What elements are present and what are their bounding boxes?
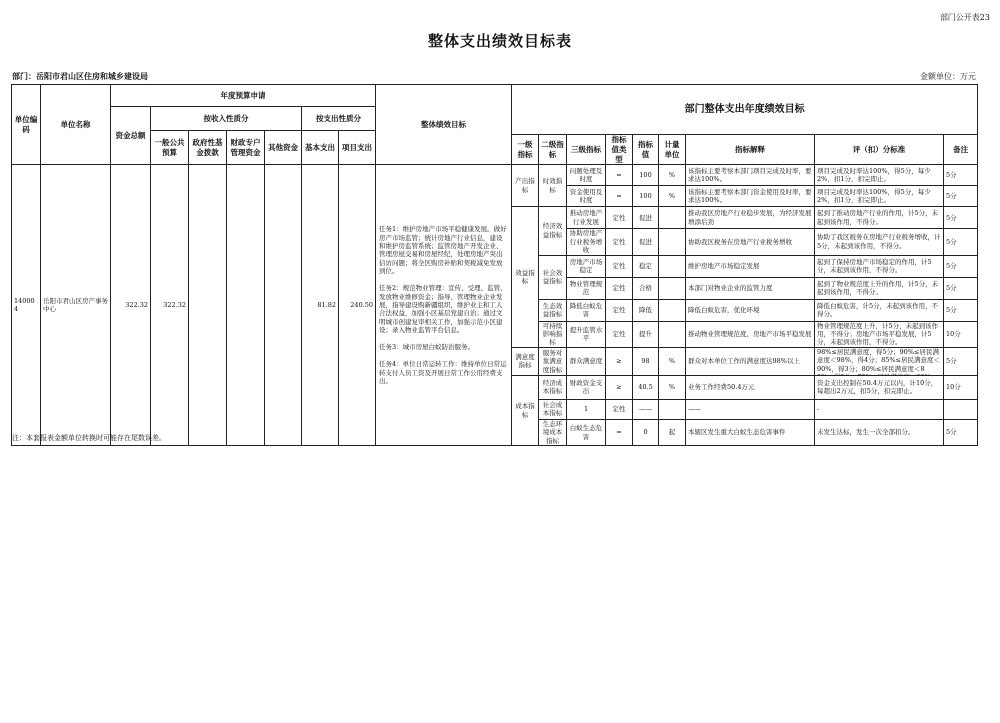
header-dept-goal: 部门整体支出年度绩效目标 (512, 85, 978, 135)
overall-goal-text: 任务1：维护房地产市场平稳健康发展。做好房产市场监管；统计房地产行业信息，建设和维护房监管系统；监管房地产开发企业、管理房屋交易和房屋经纪，处理房地产突出信访问题；将全区购房补贴和契税减免发放到位。 任务2：规范物业管理：宣传、受理、监管、发放物业维修资金；指导、管理物业企业发展，指导建设购新疆组织，维护业主和工人合法权益，加强小区基层党建自治；通过文明城市创建复审相关工作，加强示范小区建设；录入物业监管平台信息。 任务3：城市房屋白蚁防治服务。 任务4：单位日常运转工作：维持单位日常运转支付人员工资及开展日常工作公用经费支出。 (379, 225, 507, 385)
indicator-explain: 维护房地产市场稳定发展 (686, 255, 815, 277)
indicator-remark: 10分 (944, 321, 978, 347)
indicator-explain: —— (686, 399, 815, 419)
indicator-remark: 5分 (944, 299, 978, 321)
indicator-unit (659, 277, 686, 299)
indicator-type: 定性 (606, 399, 633, 419)
indicator-l2: 经济成本指标 (539, 375, 567, 399)
indicator-scoring: 资金支出控制在50.4万元以内，计10分，每超出2万元，扣5分，扣完即止。 (815, 375, 944, 399)
indicator-remark: 5分 (944, 186, 978, 207)
header-unit-name: 单位名称 (41, 85, 111, 165)
indicator-l2: 社会效益指标 (539, 255, 567, 299)
indicator-type: 定性 (606, 207, 633, 229)
header-remark: 备注 (944, 135, 978, 165)
indicator-l2: 社会成本指标 (539, 399, 567, 419)
indicator-unit: % (659, 375, 686, 399)
indicator-l1: 产出指标 (512, 165, 539, 207)
header-basic-exp: 基本支出 (302, 131, 339, 165)
header-total-funds: 资金总额 (111, 107, 151, 165)
indicator-explain: 本辖区发生重大白蚁生态危害事件 (686, 419, 815, 445)
indicator-explain: 协助我区税务在房地产行业税务增收 (686, 229, 815, 255)
header-unit-code: 单位编码 (12, 85, 41, 165)
indicator-l3: 房地产市场稳定 (567, 255, 606, 277)
indicator-scoring (815, 347, 944, 375)
indicator-type: 定性 (606, 277, 633, 299)
indicator-explain: 群众对本单位工作的满意度达98%以上 (686, 347, 815, 375)
indicator-l3: 推动房地产行业发展 (567, 207, 606, 229)
indicator-unit (659, 229, 686, 255)
header-annual-budget: 年度预算申请 (111, 85, 376, 107)
indicator-scoring: 起到了物业规范度上升的作用，计5分，未起到该作用，不得分。 (815, 277, 944, 299)
indicator-value: 提升 (633, 321, 659, 347)
indicator-type: 定性 (606, 321, 633, 347)
indicator-type: = (606, 165, 633, 186)
indicator-unit (659, 321, 686, 347)
indicator-l2: 生态环境成本指标 (539, 419, 567, 445)
indicator-unit (659, 207, 686, 229)
indicator-value: 0 (633, 419, 659, 445)
basic-exp-cell: 81.82 (302, 165, 339, 446)
indicator-scoring: 起到了保持房地产市场稳定的作用，计5分，未起到该作用，不得分。 (815, 255, 944, 277)
header-general-budget: 一般公共预算 (151, 131, 189, 165)
header-project-exp: 项目支出 (339, 131, 376, 165)
header-measure-unit: 计量单位 (659, 135, 686, 165)
indicator-explain: 推动物业管理规范度、房地产市场平稳发展 (686, 321, 815, 347)
indicator-value: 98 (633, 347, 659, 375)
overall-goal-cell (376, 165, 512, 446)
indicator-unit (659, 255, 686, 277)
indicator-type: = (606, 186, 633, 207)
indicator-l2: 服务对象满意度指标 (539, 347, 567, 375)
indicator-l3: 群众满意度 (567, 347, 606, 375)
indicator-unit: 起 (659, 419, 686, 445)
indicator-scoring: - (815, 399, 944, 419)
unit-name-cell: 岳阳市君山区房产事务中心 (41, 165, 111, 446)
indicator-type: 定性 (606, 229, 633, 255)
indicator-type: ≥ (606, 375, 633, 399)
header-gov-fund: 政府性基金拨款 (189, 131, 227, 165)
amount-unit-label: 金额单位：万元 (920, 72, 976, 81)
indicator-value: 100 (633, 186, 659, 207)
indicator-value: 40.5 (633, 375, 659, 399)
indicator-scoring: 项目完成及时率达100%，得5分，每少2%，扣1分，扣完即止。 (815, 186, 944, 207)
indicator-remark: 5分 (944, 207, 978, 229)
header-by-income: 按收入性质分 (151, 107, 302, 131)
indicator-l3: 协助房地产行业税务增收 (567, 229, 606, 255)
indicator-remark: 5分 (944, 229, 978, 255)
indicator-l3: 白蚁生态危害 (567, 419, 606, 445)
indicator-l2: 时效指标 (539, 165, 567, 207)
page-code: 部门公开表23 (939, 13, 990, 22)
indicator-remark: 5分 (944, 255, 978, 277)
indicator-scoring: 未发生达标，发生一次全部扣分。 (815, 419, 944, 445)
indicator-unit: % (659, 347, 686, 375)
header-level3: 三级指标 (567, 135, 606, 165)
header-scoring: 评（扣）分标准 (815, 135, 944, 165)
indicator-scoring: 物业管理规范度上升，计5分，未起到该作用，不得分；房地产市场平稳发展，计5分，未起到该作用，不得分。 (815, 321, 944, 347)
indicator-scoring: 起到了推动房地产行业的作用，计5分，未起到该作用，不得分。 (815, 207, 944, 229)
header-level2: 二级指标 (539, 135, 567, 165)
indicator-scoring: 降低白蚁危害，计5分，未起到该作用，不得分。 (815, 299, 944, 321)
indicator-remark: 5分 (944, 165, 978, 186)
indicator-scoring: 项目完成及时率达100%，得5分，每少2%，扣1分，扣完即止。 (815, 165, 944, 186)
indicator-remark: 10分 (944, 375, 978, 399)
header-by-expense: 按支出性质分 (302, 107, 376, 131)
department-label: 部门：岳阳市君山区住房和城乡建设局 (12, 71, 148, 81)
footnote: 注：本套报表金额单位转换时可能存在尾数误差。 (12, 434, 166, 442)
indicator-value: 降低 (633, 299, 659, 321)
total-funds-cell: 322.32 (111, 165, 151, 446)
indicator-explain: 推动我区房地产行业稳步发展，为经济发展增添后劲 (686, 207, 815, 229)
indicator-type: ≥ (606, 347, 633, 375)
indicator-remark: 5分 (944, 419, 978, 445)
fiscal-mgmt-cell (227, 165, 265, 446)
indicator-remark (944, 399, 978, 419)
project-exp-cell: 240.50 (339, 165, 376, 446)
indicator-l2: 可持续影响指标 (539, 321, 567, 347)
indicator-l3: 1 (567, 399, 606, 419)
header-value-type: 指标值类型 (606, 135, 633, 165)
indicator-scoring: 协助了我区税务在房地产行业税务增收，计5分，未起到该作用，不得分。 (815, 229, 944, 255)
header-value: 指标值 (633, 135, 659, 165)
indicator-l2: 生态效益指标 (539, 299, 567, 321)
indicator-unit (659, 399, 686, 419)
other-funds-cell (265, 165, 302, 446)
indicator-l3: 物业管理规范 (567, 277, 606, 299)
header-explain: 指标解释 (686, 135, 815, 165)
header-overall-goal: 整体绩效目标 (376, 85, 512, 165)
indicator-explain: 该指标主要考察本部门资金使用及时率，要求达100%。 (686, 186, 815, 207)
page-title: 整体支出绩效目标表 (427, 32, 572, 50)
indicator-remark: 5分 (944, 277, 978, 299)
indicator-l3: 问题处理及时度 (567, 165, 606, 186)
unit-code-cell: 140004 (12, 165, 41, 446)
indicator-l1: 效益指标 (512, 207, 539, 348)
table-row (12, 165, 978, 186)
indicator-unit (659, 299, 686, 321)
indicator-l2: 经济效益指标 (539, 207, 567, 255)
indicator-type: 定性 (606, 255, 633, 277)
indicator-explain: 降低白蚁危害，优化环境 (686, 299, 815, 321)
indicator-l3: 资金使用及时度 (567, 186, 606, 207)
indicator-explain: 本部门对物业企业的监管力度 (686, 277, 815, 299)
indicator-value: —— (633, 399, 659, 419)
indicator-value: 100 (633, 165, 659, 186)
indicator-value: 促进 (633, 229, 659, 255)
header-level1: 一级指标 (512, 135, 539, 165)
indicator-l3: 降低白蚁危害 (567, 299, 606, 321)
gov-fund-cell (189, 165, 227, 446)
scoring-text: 98%≤居民满意度，得5分；90%≤居民满意度＜98%，得4分；85%≤居民满意度＜90%，得3分；80%≤居民满意度＜8 (817, 347, 940, 373)
header-other-funds: 其他资金 (265, 131, 302, 165)
indicator-l3: 提升监管水平 (567, 321, 606, 347)
indicator-l1: 满意度指标 (512, 347, 539, 375)
performance-table (11, 84, 978, 446)
indicator-type: 定性 (606, 299, 633, 321)
indicator-value: 稳定 (633, 255, 659, 277)
indicator-type: = (606, 419, 633, 445)
indicator-l1: 成本指标 (512, 375, 539, 445)
indicator-explain: 业务工作经费50.4万元 (686, 375, 815, 399)
general-budget-cell: 322.32 (151, 165, 189, 446)
indicator-l3: 财政资金支出 (567, 375, 606, 399)
indicator-value: 促进 (633, 207, 659, 229)
indicator-unit: % (659, 165, 686, 186)
indicator-explain: 该指标主要考察本部门项目完成及时率，要求达100%。 (686, 165, 815, 186)
indicator-remark: 5分 (944, 347, 978, 375)
header-fiscal-mgmt: 财政专户管理资金 (227, 131, 265, 165)
indicator-unit: % (659, 186, 686, 207)
indicator-value: 合格 (633, 277, 659, 299)
